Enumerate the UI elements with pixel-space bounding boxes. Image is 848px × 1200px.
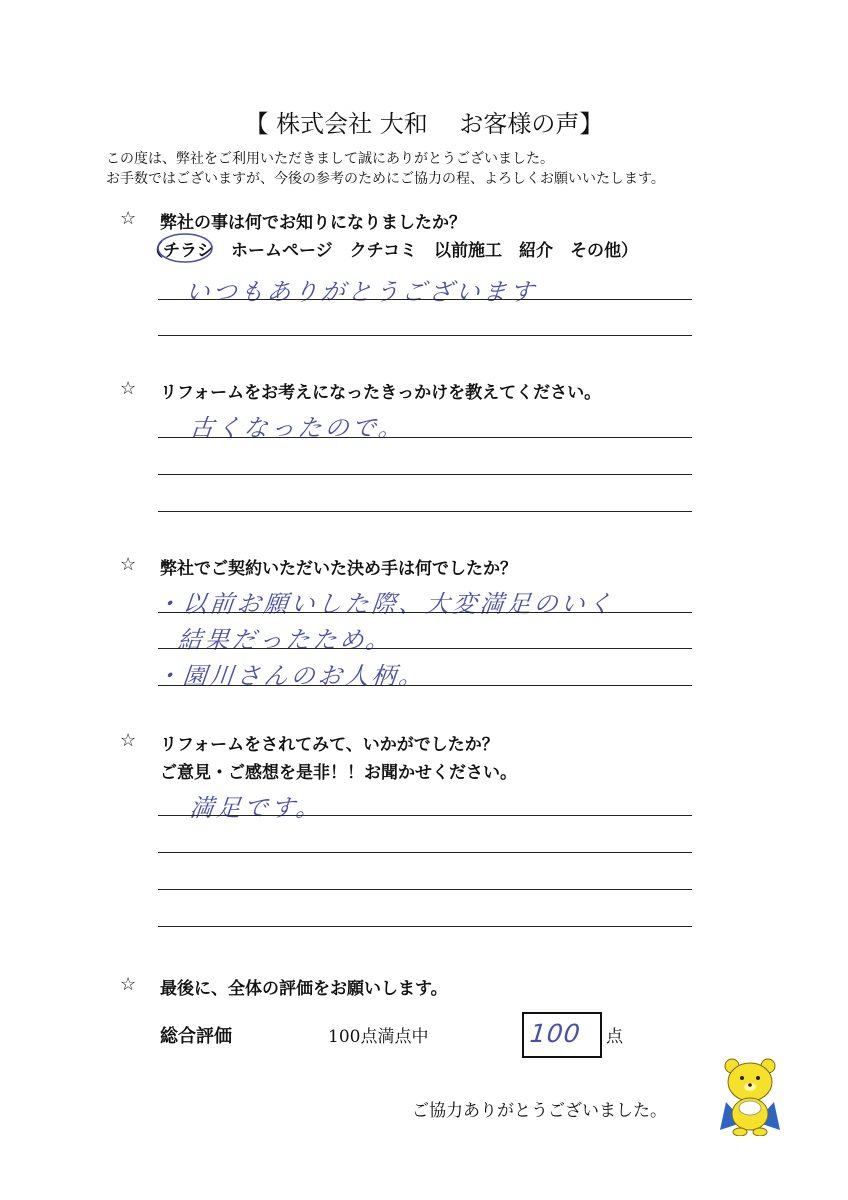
- q2-question: リフォームをお考えになったきっかけを教えてください。: [160, 383, 602, 403]
- answer-line: [158, 648, 692, 649]
- intro-line-2: お手数ではございますが、今後の参考のためにご協力の程、よろしくお願いいたします。: [106, 171, 665, 187]
- q2-answer: 古くなったので。: [188, 414, 407, 442]
- star-bullet-1: ☆: [120, 208, 137, 229]
- q3-answer-line-3: ・園川さんのお人柄。: [154, 662, 428, 690]
- q4-question: リフォームをされてみて、いかがでしたか？: [160, 735, 499, 755]
- answer-line: [158, 299, 692, 300]
- answer-line: [158, 685, 692, 686]
- answer-line: [158, 815, 692, 816]
- q3-answer-line-1: ・以前お願いした際、大変満足のいく: [154, 590, 617, 618]
- q1-question: 弊社の事は何でお知りになりましたか？: [160, 213, 466, 233]
- q1-options: （チラシ ホームページ クチコミ 以前施工 紹介 その他）: [146, 241, 638, 261]
- answer-line: [158, 926, 692, 927]
- intro-line-1: この度は、弊社をご利用いただきまして誠にありがとうございました。: [106, 151, 554, 167]
- q4-answer: 満足です。: [188, 794, 325, 822]
- page-title: 【 株式会社 大和 お客様の声】: [244, 110, 604, 138]
- q4-question-line-2: ご意見・ご感想を是非！！お聞かせください。: [160, 763, 517, 783]
- answer-line: [158, 612, 692, 613]
- q5-question: 最後に、全体の評価をお願いします。: [160, 979, 448, 999]
- answer-line: [158, 437, 692, 438]
- thanks-message: ご協力ありがとうございました。: [412, 1101, 667, 1121]
- answer-line: [158, 335, 692, 336]
- star-bullet-4: ☆: [120, 730, 137, 751]
- answer-line: [158, 852, 692, 853]
- score-scale-text: 100点満点中: [328, 1027, 429, 1047]
- score-value: 100: [528, 1019, 583, 1048]
- answer-line: [158, 889, 692, 890]
- q1-circle-mark: [154, 228, 216, 268]
- bear-mascot-icon: [716, 1056, 784, 1136]
- q3-answer-line-2: 結果だったため。: [176, 626, 395, 654]
- star-bullet-2: ☆: [120, 378, 137, 399]
- star-bullet-3: ☆: [120, 554, 137, 575]
- q1-answer: いつもありがとうございます: [184, 278, 539, 306]
- answer-line: [158, 511, 692, 512]
- q3-question: 弊社でご契約いただいた決め手は何でしたか？: [160, 559, 517, 579]
- answer-line: [158, 474, 692, 475]
- score-unit: 点: [606, 1027, 623, 1047]
- star-bullet-5: ☆: [120, 974, 137, 995]
- overall-rating-label: 総合評価: [160, 1026, 232, 1047]
